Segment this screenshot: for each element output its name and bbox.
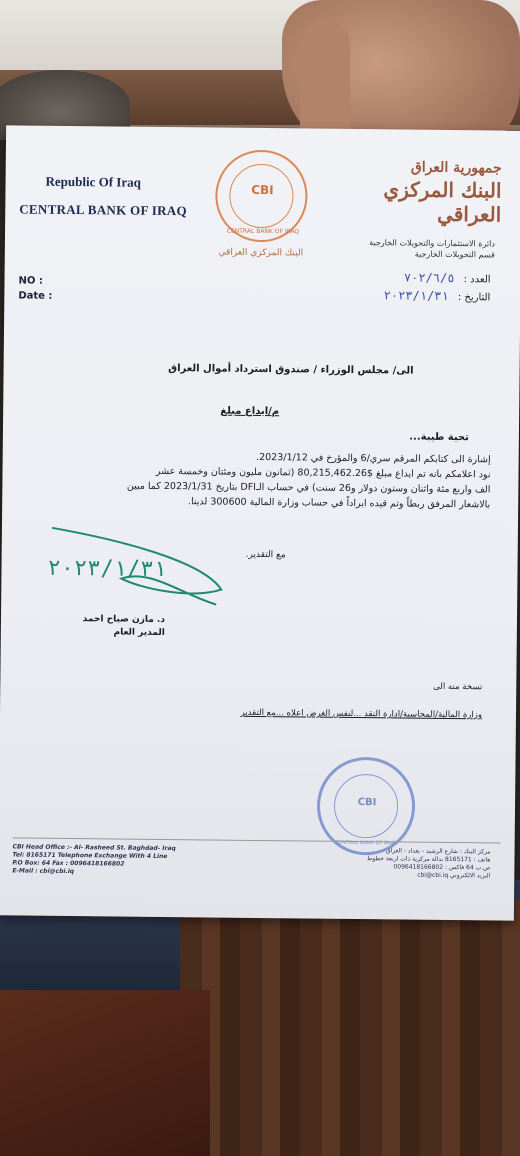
footer-en-line-3: P.O Box: 64 Fax : 0096418166802 [12,859,125,868]
department-lines [295,236,495,260]
bank-title-ar: البنك المركزي العراقي [383,177,502,227]
republic-title: Republic Of Iraq [45,173,141,190]
copy-to-line: وزارة المالية/المحاسبة/ادارة النقد ...لنفس الغرض اعلاه ...مع التقدير [240,707,483,721]
closing: مع التقدير. [245,549,286,561]
signature-date: ٢٠٢٣/١/٣١ [47,555,167,583]
ref-number-value: ٧٠٢/٦/٥ [403,270,455,286]
signer-title: المدير العام [113,627,165,639]
recipient: الى/ مجلس الوزراء / صندوق استرداد أموال العراق [168,363,414,377]
ref-labels-en [18,273,52,303]
footer-english [12,843,176,877]
copy-to-label: نسخة منه الى [433,681,483,693]
stamp-inner-ring [334,774,399,839]
arabic-header [341,159,502,227]
wood-cabinet [180,900,520,1156]
footer-en-line-2: Tel: 8165171 Telephone Exchange With 4 Line [12,851,168,861]
body-line-2: نود اعلامكم بانه تم ايداع مبلغ $80,215,462.26 (ثمانون مليون ومئتان وخمسة عشر [155,465,491,481]
subject: م/ايداع مبلغ [220,405,280,418]
cbi-logo [215,150,308,243]
footer-en-line-4: E-Mail : cbi@cbi.iq [12,867,75,876]
logo-inner-ring [229,164,294,229]
ref-date-row [384,287,491,306]
stamp-center-text: CBI [357,797,377,809]
chair [0,990,210,1156]
ar-date-label: التاريخ : [457,292,491,304]
republic-title-ar: جمهورية العراق [410,159,502,177]
body-line-1: إشارة الى كتابكم المرقم سري/6 والمؤرخ في 2023/1/12. [256,451,491,466]
logo-ring-text: CENTRAL BANK OF IRAQ [226,227,300,236]
body-line-3: الف واربع مئة واثنان وستون دولار و26 سنت) في حساب الـDFI بتاريخ 2023/1/31 كما مبين [126,480,491,496]
dept-line-1: دائرة الاستثمارات والتحويلات الخارجية [369,238,495,249]
footer-ar-line-4: البريد الالكتروني cbi@cbi.iq [417,871,491,880]
footer-ar-line-2: هاتف : 8165171 بدالة مركزية ذات اربعة خطوط [366,855,491,864]
stamp-ring-text: CENTRAL BANK OF IRAQ [335,839,396,847]
logo-center-text: CBI [251,182,274,198]
footer-arabic [367,847,491,880]
english-header [19,173,187,219]
greeting: تحية طيبة... [409,431,469,444]
dept-line-2: قسم التحويلات الخارجية [414,249,495,260]
bank-title-en: CENTRAL BANK OF IRAQ [19,201,188,219]
footer-ar-line-1: مركز البنك : شارع الرشيد - بغداد - العراق [385,847,491,856]
ref-number-row [384,269,491,288]
signer-block [82,613,165,640]
ref-labels-ar [384,269,491,306]
footer-en-line-1: CBI Head Office :- Al- Rasheed St. Baghdad- Iraq [12,843,176,853]
logo-arabic-caption: البنك المركزي العراقي [218,247,304,259]
ref-date-value: ٢٠٢٣/١/٣١ [383,288,449,303]
letter-paper [0,125,520,920]
letter-body [10,447,491,512]
footer-divider [13,837,501,843]
date-label: Date : [18,290,53,302]
body-line-4: بالاشعار المرفق ربطاً وتم قيده ايراداً في حساب وزارة المالية 300600 لدينا. [187,496,491,511]
signer-name: د. مازن صباح احمد [82,614,166,626]
footer-ar-line-3: ص.ب 64 فاكس : 0096418166802 [393,863,491,872]
ar-no-label: العدد : [463,274,491,286]
no-label: NO : [18,275,43,287]
